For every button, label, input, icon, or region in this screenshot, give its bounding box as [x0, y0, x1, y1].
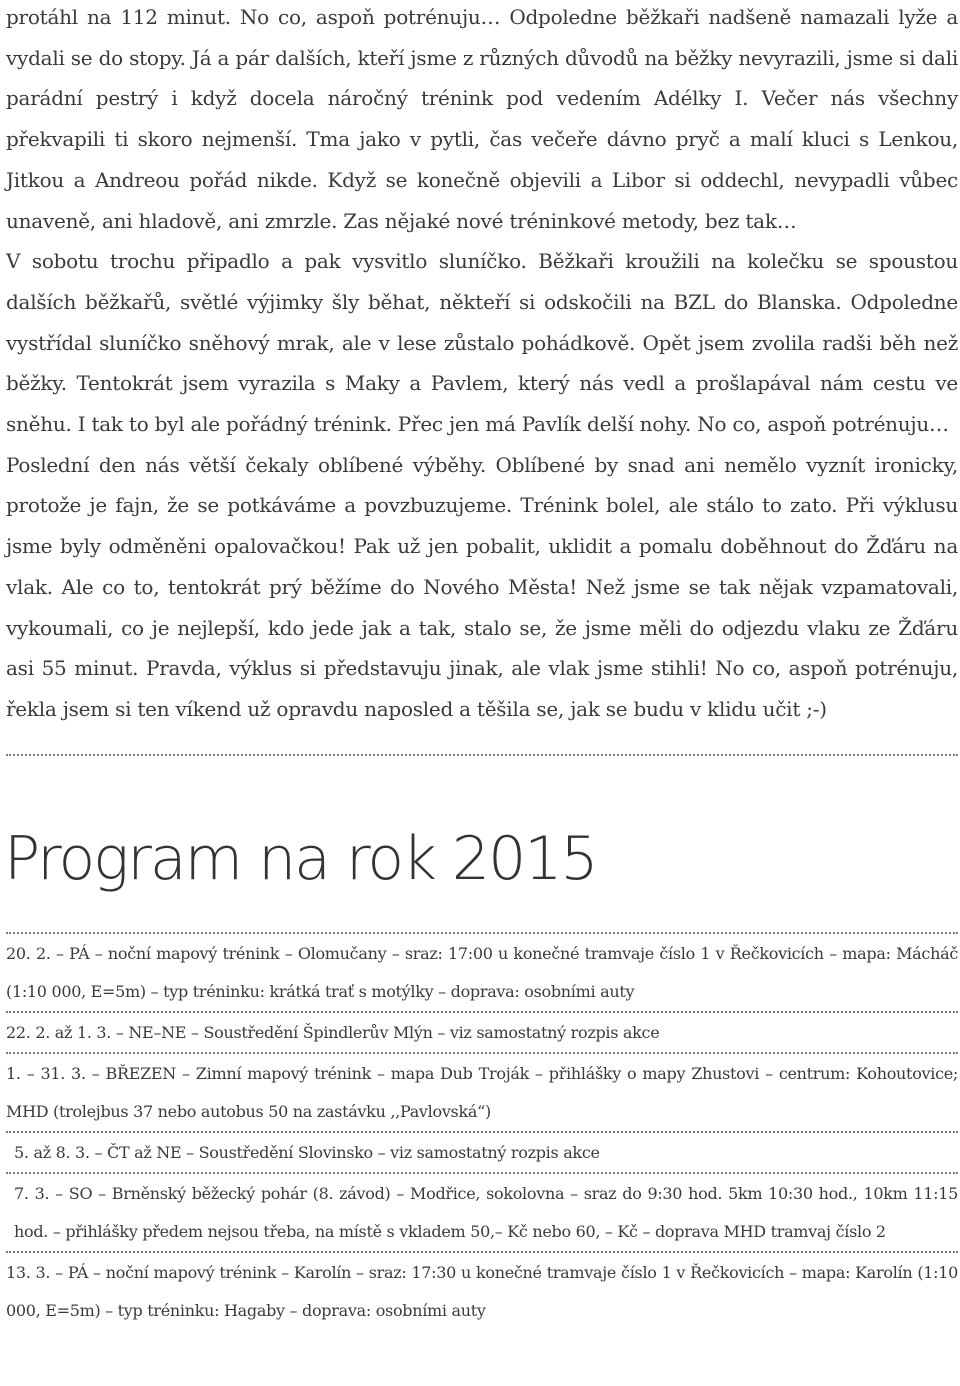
dotted-separator: [6, 754, 958, 756]
program-entry: 20. 2. – PÁ – noční mapový trénink – Olomučany – sraz: 17:00 u konečné tramvaje číslo 1 v Řečkovicích – mapa: Mácháč (1:10 000, E=5m) – typ tréninku: krátká trať s motýlky – doprava: osobními auty: [6, 943, 958, 1001]
article-paragraph: Poslední den nás větší čekaly oblíbené výběhy. Oblíbené by snad ani nemělo vyznít ironicky, protože je fajn, že se potkáváme a povzbuzujeme. Trénink bolel, ale stálo to zato. Při výklusu jsme byly odměněni opalovačkou! Pak už jen pobalit, uklidit a pomalu doběhnout do Žďáru na vlak. Ale co to, tentokrát prý běžíme do Nového Města! Než jsme se tak nějak vzpamatovali, vykoumali, co je nejlepší, kdo jede jak a tak, stalo se, že jsme měli do odjezdu vlaku ze Žďáru asi 55 minut. Pravda, výklus si představuju jinak, ale vlak jsme stihli! No co, aspoň potrénuju, řekla jsem si ten víkend už opravdu naposled a těšila se, jak se budu v klidu učit ;-): [6, 452, 958, 721]
document-page: [6, 0, 958, 1330]
program-list: [6, 932, 958, 1330]
program-entry: 7. 3. – SO – Brněnský běžecký pohár (8. závod) – Modřice, sokolovna – sraz do 9:30 hod. 5km 10:30 hod., 10km 11:15 hod. – přihlášky předem nejsou třeba, na místě s vkladem 50,– Kč nebo 60, – Kč – doprava MHD tramvaj číslo 2: [14, 1183, 958, 1241]
program-entry: 1. – 31. 3. – BŘEZEN – Zimní mapový trénink – mapa Dub Troják – přihlášky o mapy Zhustovi – centrum: Kohoutovice; MHD (trolejbus 37 nebo autobus 50 na zastávku ,,Pavlovská“): [6, 1063, 958, 1121]
article-paragraph: protáhl na 112 minut. No co, aspoň potrénuju… Odpoledne běžkaři nadšeně namazali lyže a vydali se do stopy. Já a pár dalších, kteří jsme z různých důvodů na běžky nevyrazili, jsme si dali parádní pestrý i když docela náročný trénink pod vedením Adélky I. Večer nás všechny překvapili ti skoro nejmenší. Tma jako v pytli, čas večeře dávno pryč a malí kluci s Lenkou, Jitkou a Andreou pořád nikde. Když se konečně objevili a Libor si oddechl, nevypadli vůbec unaveně, ani hladově, ani zmrzle. Zas nějaké nové tréninkové metody, bez tak…: [6, 5, 958, 233]
article-paragraph: V sobotu trochu připadlo a pak vysvitlo sluníčko. Běžkaři kroužili na kolečku se spoustou dalších běžkařů, světlé výjimky šly běhat, někteří si odskočili na BZL do Blanska. Odpoledne vystřídal sluníčko sněhový mrak, ale v lese zůstalo pohádkově. Opět jsem zvolila radši běh než běžky. Tentokrát jsem vyrazila s Maky a Pavlem, který nás vedl a prošlapával nám cestu ve sněhu. I tak to byl ale pořádný trénink. Přec jen má Pavlík delší nohy. No co, aspoň potrénuju…: [6, 249, 958, 437]
program-entry: 5. až 8. 3. – ČT až NE – Soustředění Slovinsko – viz samostatný rozpis akce: [14, 1142, 600, 1162]
program-heading: Program na rok 2015: [4, 823, 597, 894]
program-entry: 13. 3. – PÁ – noční mapový trénink – Karolín – sraz: 17:30 u konečné tramvaje číslo 1 v Řečkovicích – mapa: Karolín (1:10 000, E=5m) – typ tréninku: Hagaby – doprava: osobními auty: [6, 1262, 958, 1320]
program-entry: 22. 2. až 1. 3. – NE–NE – Soustředění Špindlerův Mlýn – viz samostatný rozpis akce: [6, 1022, 660, 1042]
